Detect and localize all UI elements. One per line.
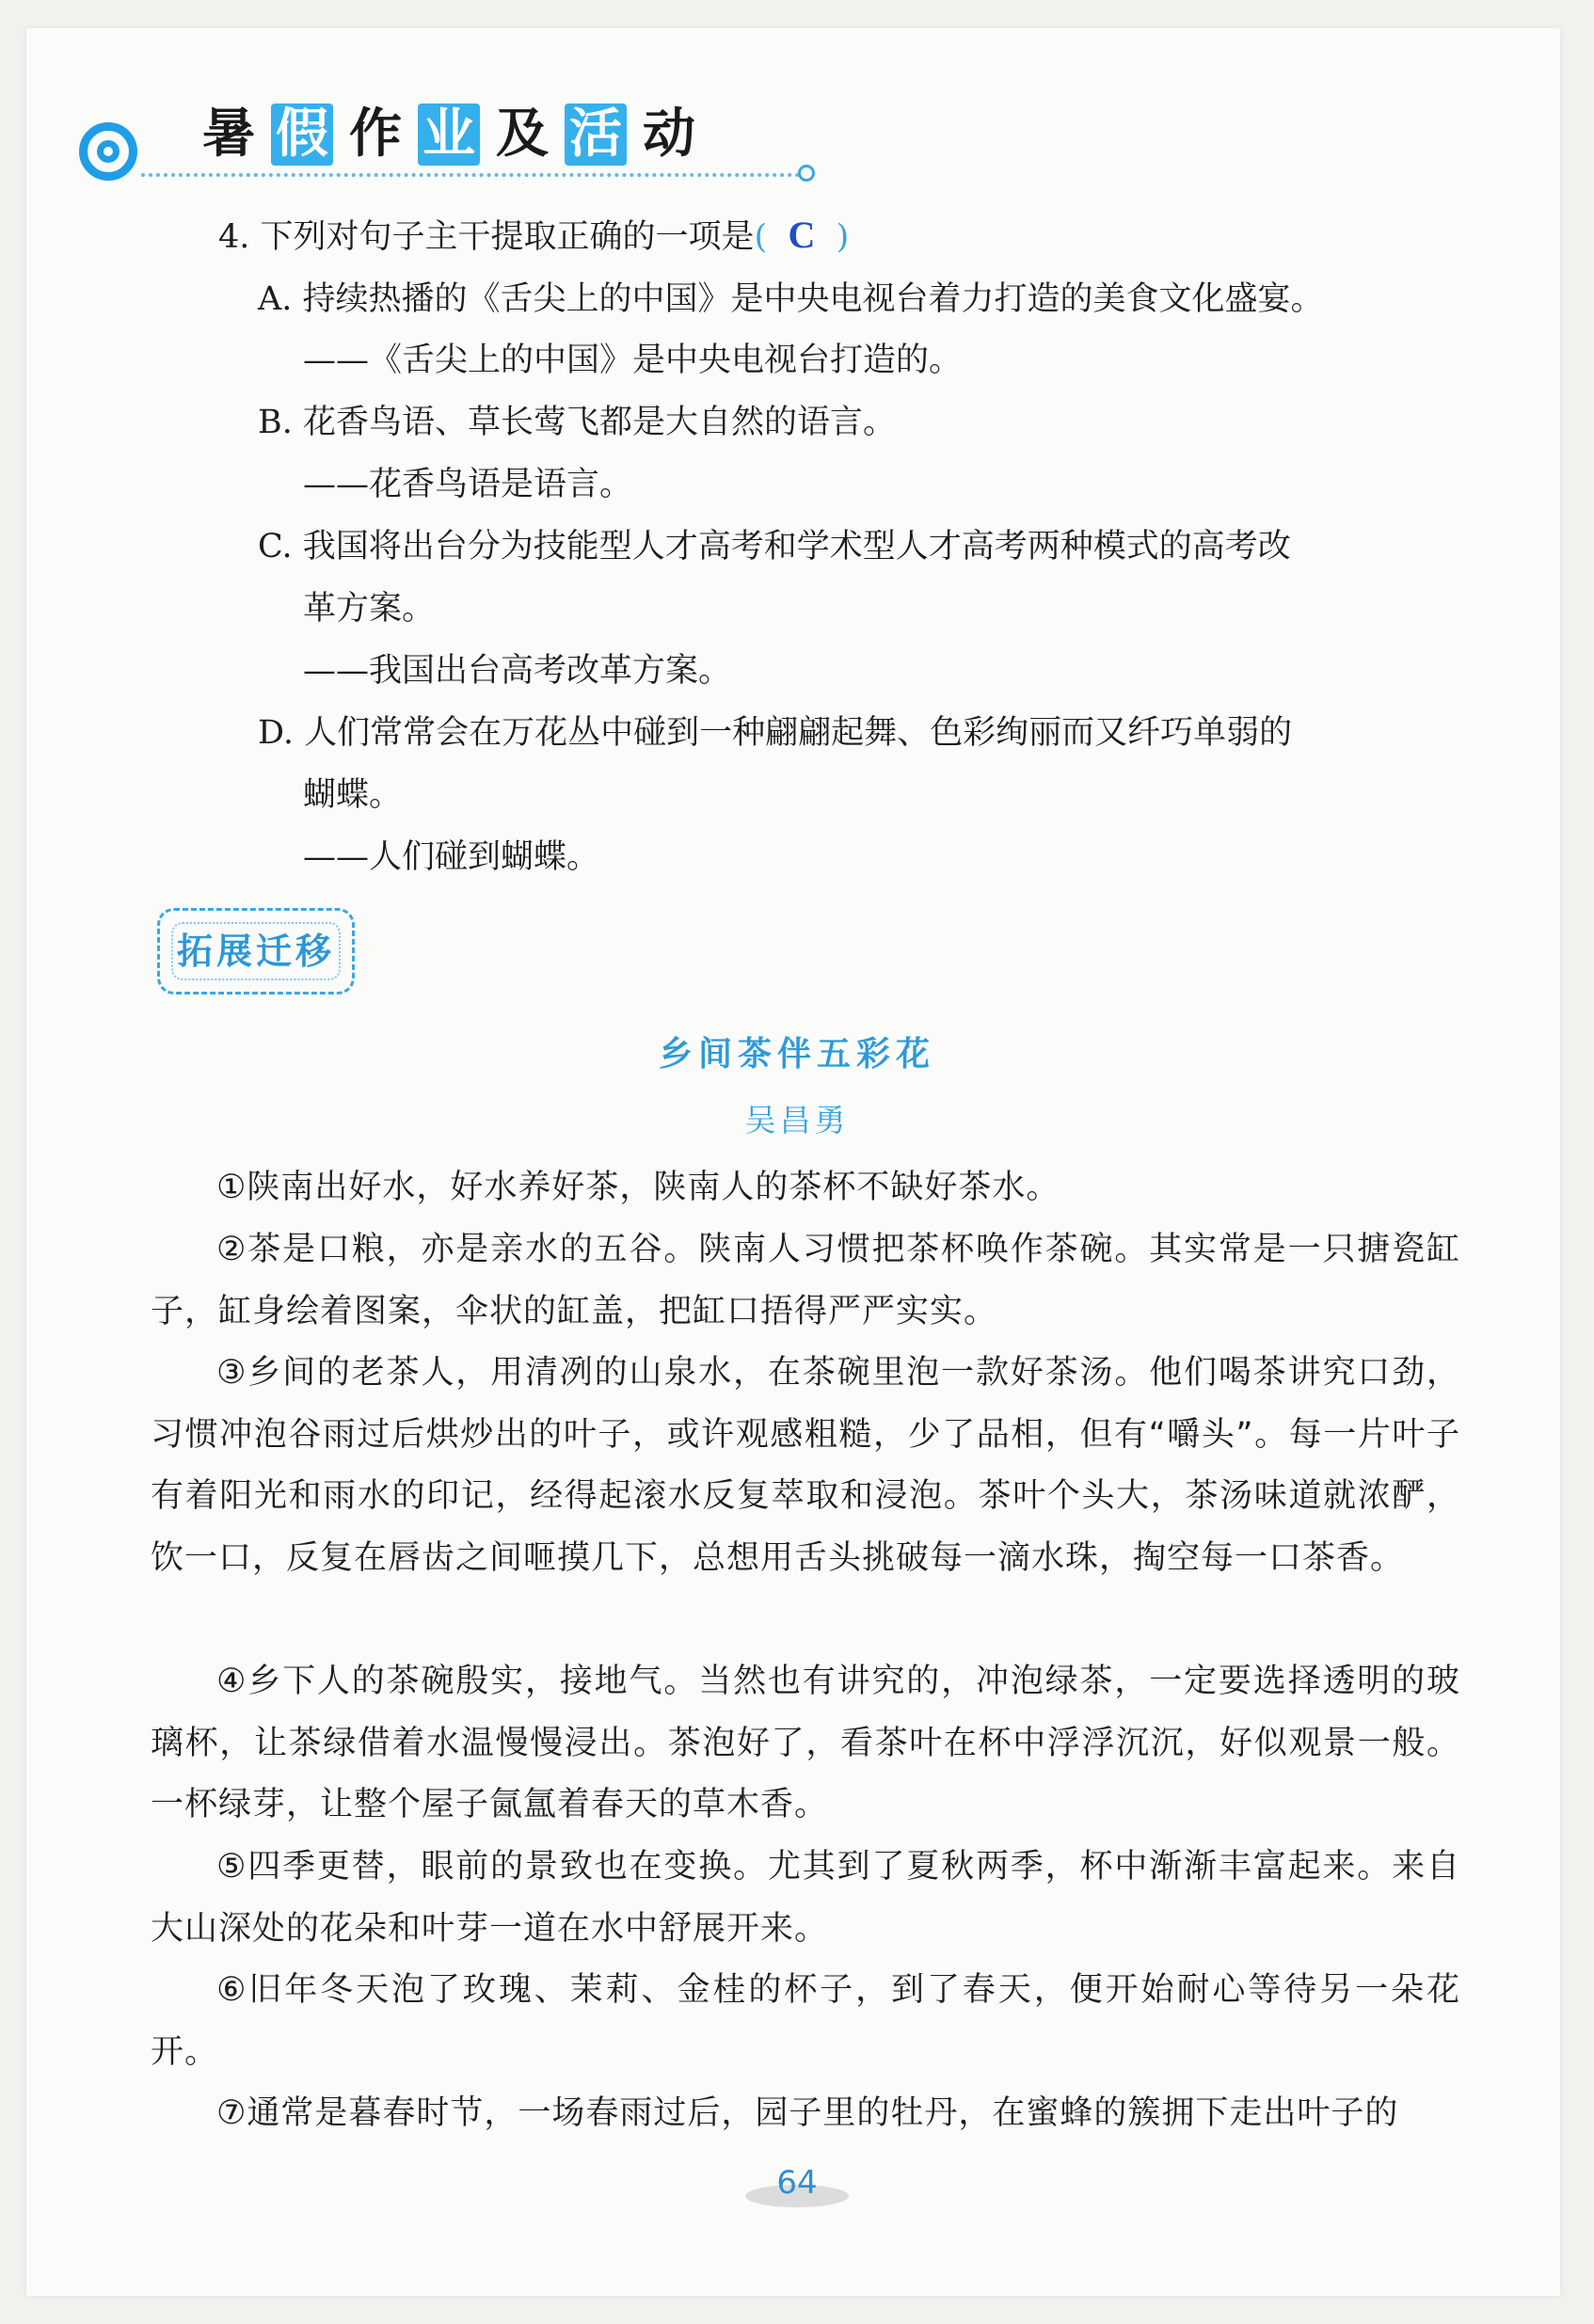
answer-choice: C (788, 214, 816, 256)
header-char: 活 (565, 103, 627, 166)
answer-paren-close: ) (836, 218, 850, 256)
option-a-trunk: ——《舌尖上的中国》是中央电视台打造的。 (303, 342, 963, 379)
header-logo-icon (79, 122, 137, 181)
header-end-circle-icon (798, 165, 815, 182)
section-badge-label: 拓展迁移 (176, 931, 335, 972)
option-c-sentence-cont: 革方案。 (303, 590, 436, 628)
header-dotted-line (141, 173, 800, 177)
article-paragraph: ⑥旧年冬天泡了玫瑰、茉莉、金桂的杯子，到了春天，便开始耐心等待另一朵花开。 (151, 1971, 1460, 2071)
option-a-sentence: A. 持续热播的《舌尖上的中国》是中央电视台着力打造的美食文化盛宴。 (258, 280, 1324, 318)
article-paragraph: ②茶是口粮，亦是亲水的五谷。陕南人习惯把茶杯唤作茶碗。其实常是一只搪瓷缸子，缸身绘着图案，伞状的缸盖，把缸口捂得严严实实。 (151, 1231, 1460, 1330)
option-d-trunk: ——人们碰到蝴蝶。 (303, 838, 600, 876)
header-title (198, 103, 700, 166)
answer-paren-open: ( (754, 218, 768, 256)
question-stem (218, 212, 849, 261)
option-b-sentence: B. 花香鸟语、草长莺飞都是大自然的语言。 (258, 404, 896, 441)
article-title: 乡间茶伴五彩花 (658, 1035, 935, 1074)
header-char: 暑 (202, 103, 255, 165)
article-paragraph: ④乡下人的茶碗殷实，接地气。当然也有讲究的，冲泡绿茶，一定要选择透明的玻璃杯，让茶绿借着水温慢慢浸出。茶泡好了，看茶叶在杯中浮浮沉沉，好似观景一般。一杯绿芽，让整个屋子氤氲着春天的草木香。 (151, 1663, 1460, 1823)
article-paragraph: ①陕南出好水，好水养好茶，陕南人的茶杯不缺好茶水。 (216, 1169, 1060, 1206)
header-char: 动 (643, 103, 695, 165)
article-author: 吴昌勇 (744, 1102, 850, 1138)
option-d-sentence-cont: 蝴蝶。 (303, 776, 403, 814)
page-header (0, 0, 1594, 188)
header-char: 及 (496, 103, 549, 165)
question-stem-text: 4. 下列对句子主干提取正确的一项是 (218, 218, 755, 256)
article-paragraph: ⑤四季更替，眼前的景致也在变换。尤其到了夏秋两季，杯中渐渐丰富起来。来自大山深处的花朵和叶芽一道在水中舒展开来。 (151, 1848, 1460, 1948)
article-paragraph: ③乡间的老茶人，用清冽的山泉水，在茶碗里泡一款好茶汤。他们喝茶讲究口劲，习惯冲泡谷雨过后烘炒出的叶子，或许观感粗糙，少了品相，但有“嚼头”。每一片叶子有着阳光和雨水的印记，经得起滚水反复萃取和浸泡。茶叶个头大，茶汤味道就浓酽，饮一口，反复在唇齿之间咂摸几下，总想用舌头挑破每一滴水珠，掏空每一口茶香。 (151, 1354, 1460, 1577)
article-paragraph: ⑦通常是暮春时节，一场春雨过后，园子里的牡丹，在蜜蜂的簇拥下走出叶子的 (216, 2094, 1399, 2132)
header-char: 假 (271, 103, 333, 166)
header-char: 业 (418, 103, 480, 166)
option-c-trunk: ——我国出台高考改革方案。 (303, 652, 732, 690)
page-number: 64 (776, 2164, 818, 2202)
option-d-sentence: D. 人们常常会在万花丛中碰到一种翩翩起舞、色彩绚丽而又纤巧单弱的 (258, 714, 1293, 752)
option-b-trunk: ——花香鸟语是语言。 (303, 466, 633, 503)
option-c-sentence: C. 我国将出台分为技能型人才高考和学术型人才高考两种模式的高考改 (258, 528, 1291, 565)
header-char: 作 (349, 103, 402, 165)
